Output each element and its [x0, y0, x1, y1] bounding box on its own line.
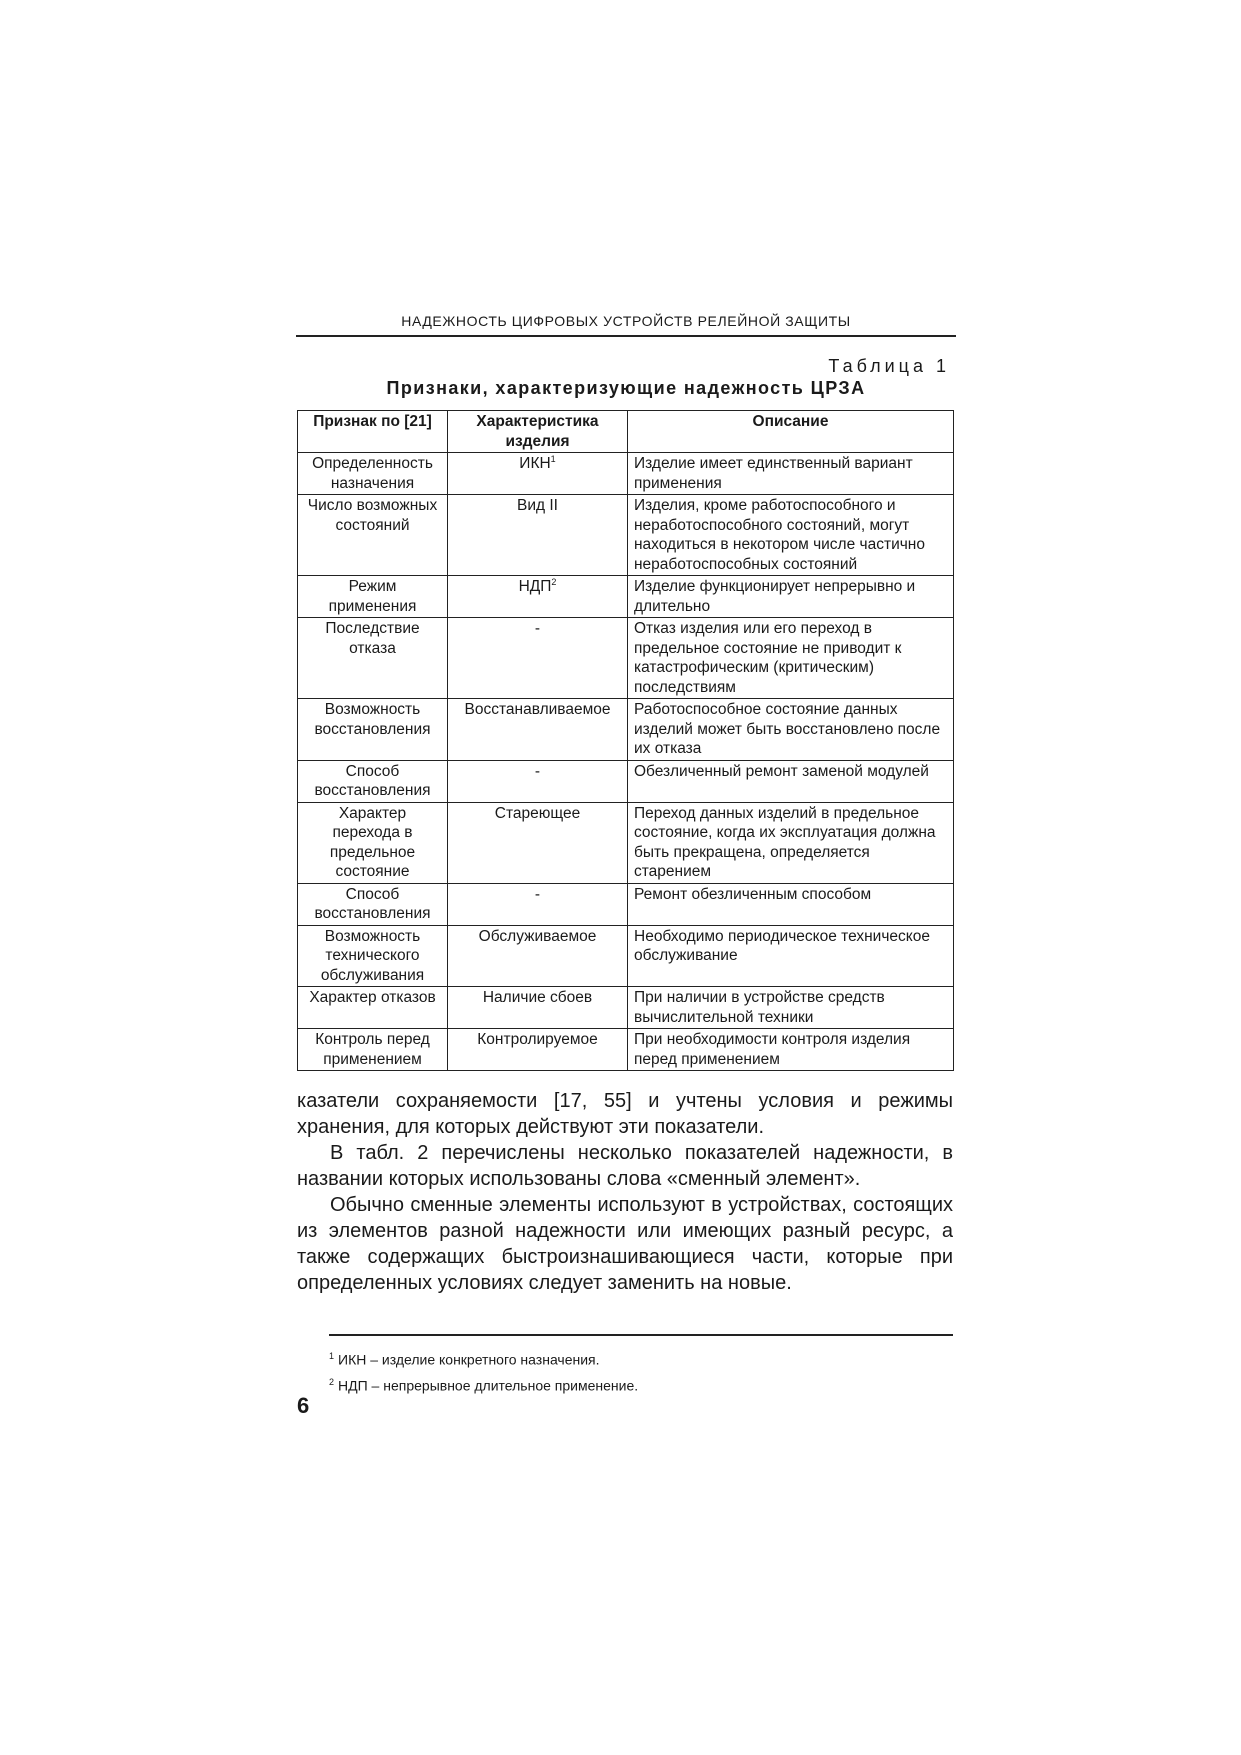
description-cell	[628, 760, 954, 802]
characteristic-cell-text: -	[534, 620, 541, 637]
characteristic-cell	[448, 883, 628, 925]
description-cell-text: Переход данных изделий в предельное состояние, когда их эксплуатация должна быть прекращена, определяется старением	[634, 804, 936, 880]
table-row	[298, 495, 954, 576]
feature-cell-text: Способ восстановления	[314, 762, 431, 799]
feature-cell	[298, 987, 448, 1029]
footnote-ref: 2	[551, 576, 557, 587]
table-row	[298, 883, 954, 925]
footnote-divider	[329, 1334, 953, 1336]
description-cell-text: Необходимо периодическое техническое обслуживание	[634, 927, 930, 964]
column-header-feature: Признак по [21]	[298, 411, 448, 453]
description-cell-text: При необходимости контроля изделия перед применением	[634, 1031, 911, 1068]
reliability-features-table	[297, 410, 954, 1071]
characteristic-cell	[448, 1029, 628, 1071]
description-cell	[628, 1029, 954, 1071]
feature-cell-text: Характер отказов	[309, 989, 436, 1006]
characteristic-cell	[448, 925, 628, 987]
footnotes	[329, 1345, 953, 1396]
paragraph: казатели сохраняемости [17, 55] и учтены условия и режимы хранения, для которых действуют эти показатели.	[297, 1090, 953, 1138]
page-number: 6	[297, 1393, 310, 1418]
table-title: Признаки, характеризующие надежность ЦРЗА	[386, 378, 866, 398]
feature-cell	[298, 802, 448, 883]
footnote	[329, 1371, 953, 1397]
description-cell-text: Ремонт обезличенным способом	[634, 885, 872, 903]
feature-cell	[298, 618, 448, 699]
paragraph: В табл. 2 перечислены несколько показателей надежности, в названии которых использованы слова «сменный элемент».	[297, 1142, 953, 1190]
feature-cell	[298, 576, 448, 618]
description-cell	[628, 618, 954, 699]
characteristic-cell	[448, 618, 628, 699]
characteristic-cell	[448, 760, 628, 802]
characteristic-cell-text: ИКН	[519, 455, 551, 472]
description-cell	[628, 699, 954, 761]
table-row	[298, 453, 954, 495]
description-cell	[628, 987, 954, 1029]
table-row	[298, 925, 954, 987]
description-cell-text: Обезличенный ремонт заменой модулей	[634, 762, 929, 780]
table-row	[298, 699, 954, 761]
feature-cell-text: Последствие отказа	[325, 620, 420, 657]
footnote-mark: 2	[329, 1376, 335, 1387]
characteristic-cell-text: Восстанавливаемое	[464, 701, 611, 718]
characteristic-cell-text: Обслуживаемое	[478, 927, 597, 945]
feature-cell-text: Число возможных состояний	[307, 497, 438, 534]
description-cell	[628, 802, 954, 883]
footnote-mark: 1	[329, 1351, 335, 1361]
description-cell-text: Изделия, кроме работоспособного и неработоспособного состояний, могут находиться в некотором числе частично неработоспособных состояний	[634, 497, 925, 573]
characteristic-cell-text: Стареющее	[494, 804, 581, 822]
table-body	[298, 453, 954, 1071]
characteristic-cell-text: -	[534, 762, 541, 780]
characteristic-cell	[448, 699, 628, 761]
feature-cell	[298, 453, 448, 495]
body-text	[297, 1088, 953, 1296]
feature-cell	[298, 699, 448, 761]
feature-cell	[298, 760, 448, 802]
feature-cell-text: Режим применения	[328, 578, 417, 615]
footnote	[329, 1345, 953, 1371]
table-row	[298, 760, 954, 802]
table-header-row	[298, 411, 954, 453]
feature-cell-text: Определенность назначения	[312, 455, 433, 492]
description-cell	[628, 576, 954, 618]
feature-cell	[298, 883, 448, 925]
feature-cell-text: Характер перехода в предельное состояние	[329, 804, 416, 880]
column-header-characteristic: Характеристика изделия	[448, 411, 628, 453]
description-cell-text: Работоспособное состояние данных изделий может быть восстановлено после их отказа	[634, 701, 941, 757]
description-cell-text: Отказ изделия или его переход в предельное состояние не приводит к катастрофическим (критическим) последствиям	[634, 620, 902, 696]
description-cell	[628, 453, 954, 495]
description-cell	[628, 495, 954, 576]
description-cell	[628, 883, 954, 925]
description-cell-text: Изделие имеет единственный вариант применения	[634, 455, 913, 492]
feature-cell-text: Возможность технического обслуживания	[320, 927, 425, 984]
characteristic-cell-text: Контролируемое	[477, 1031, 598, 1048]
running-header: НАДЕЖНОСТЬ ЦИФРОВЫХ УСТРОЙСТВ РЕЛЕЙНОЙ ЗАЩИТЫ	[296, 313, 956, 337]
characteristic-cell-text: -	[534, 885, 541, 903]
table-row	[298, 576, 954, 618]
feature-cell	[298, 495, 448, 576]
footnote-text: НДП – непрерывное длительное применение.	[338, 1377, 639, 1394]
table-row	[298, 987, 954, 1029]
description-cell	[628, 925, 954, 987]
table-row	[298, 802, 954, 883]
table-label: Таблица 1	[828, 356, 950, 376]
feature-cell-text: Способ восстановления	[314, 885, 431, 922]
feature-cell	[298, 925, 448, 987]
characteristic-cell-text: Наличие сбоев	[482, 989, 593, 1006]
characteristic-cell	[448, 495, 628, 576]
feature-cell	[298, 1029, 448, 1071]
characteristic-cell	[448, 802, 628, 883]
description-cell-text: Изделие функционирует непрерывно и длительно	[634, 578, 916, 615]
description-cell-text: При наличии в устройстве средств вычислительной техники	[634, 989, 885, 1026]
characteristic-cell-text: Вид II	[517, 497, 558, 514]
footnote-text: ИКН – изделие конкретного назначения.	[338, 1351, 600, 1368]
characteristic-cell	[448, 576, 628, 618]
feature-cell-text: Контроль перед применением	[315, 1031, 430, 1068]
feature-cell-text: Возможность восстановления	[314, 701, 431, 738]
characteristic-cell	[448, 987, 628, 1029]
paragraph: Обычно сменные элементы используют в устройствах, состоящих из элементов разной надежности или имеющих разный ресурс, а также содержащих быстроизнашивающиеся части, которые при определенных условиях следует заменить на новые.	[297, 1194, 953, 1294]
footnote-ref: 1	[550, 453, 556, 464]
table-row	[298, 618, 954, 699]
column-header-description: Описание	[628, 411, 954, 453]
characteristic-cell-text: НДП	[518, 578, 552, 595]
table-row	[298, 1029, 954, 1071]
characteristic-cell	[448, 453, 628, 495]
